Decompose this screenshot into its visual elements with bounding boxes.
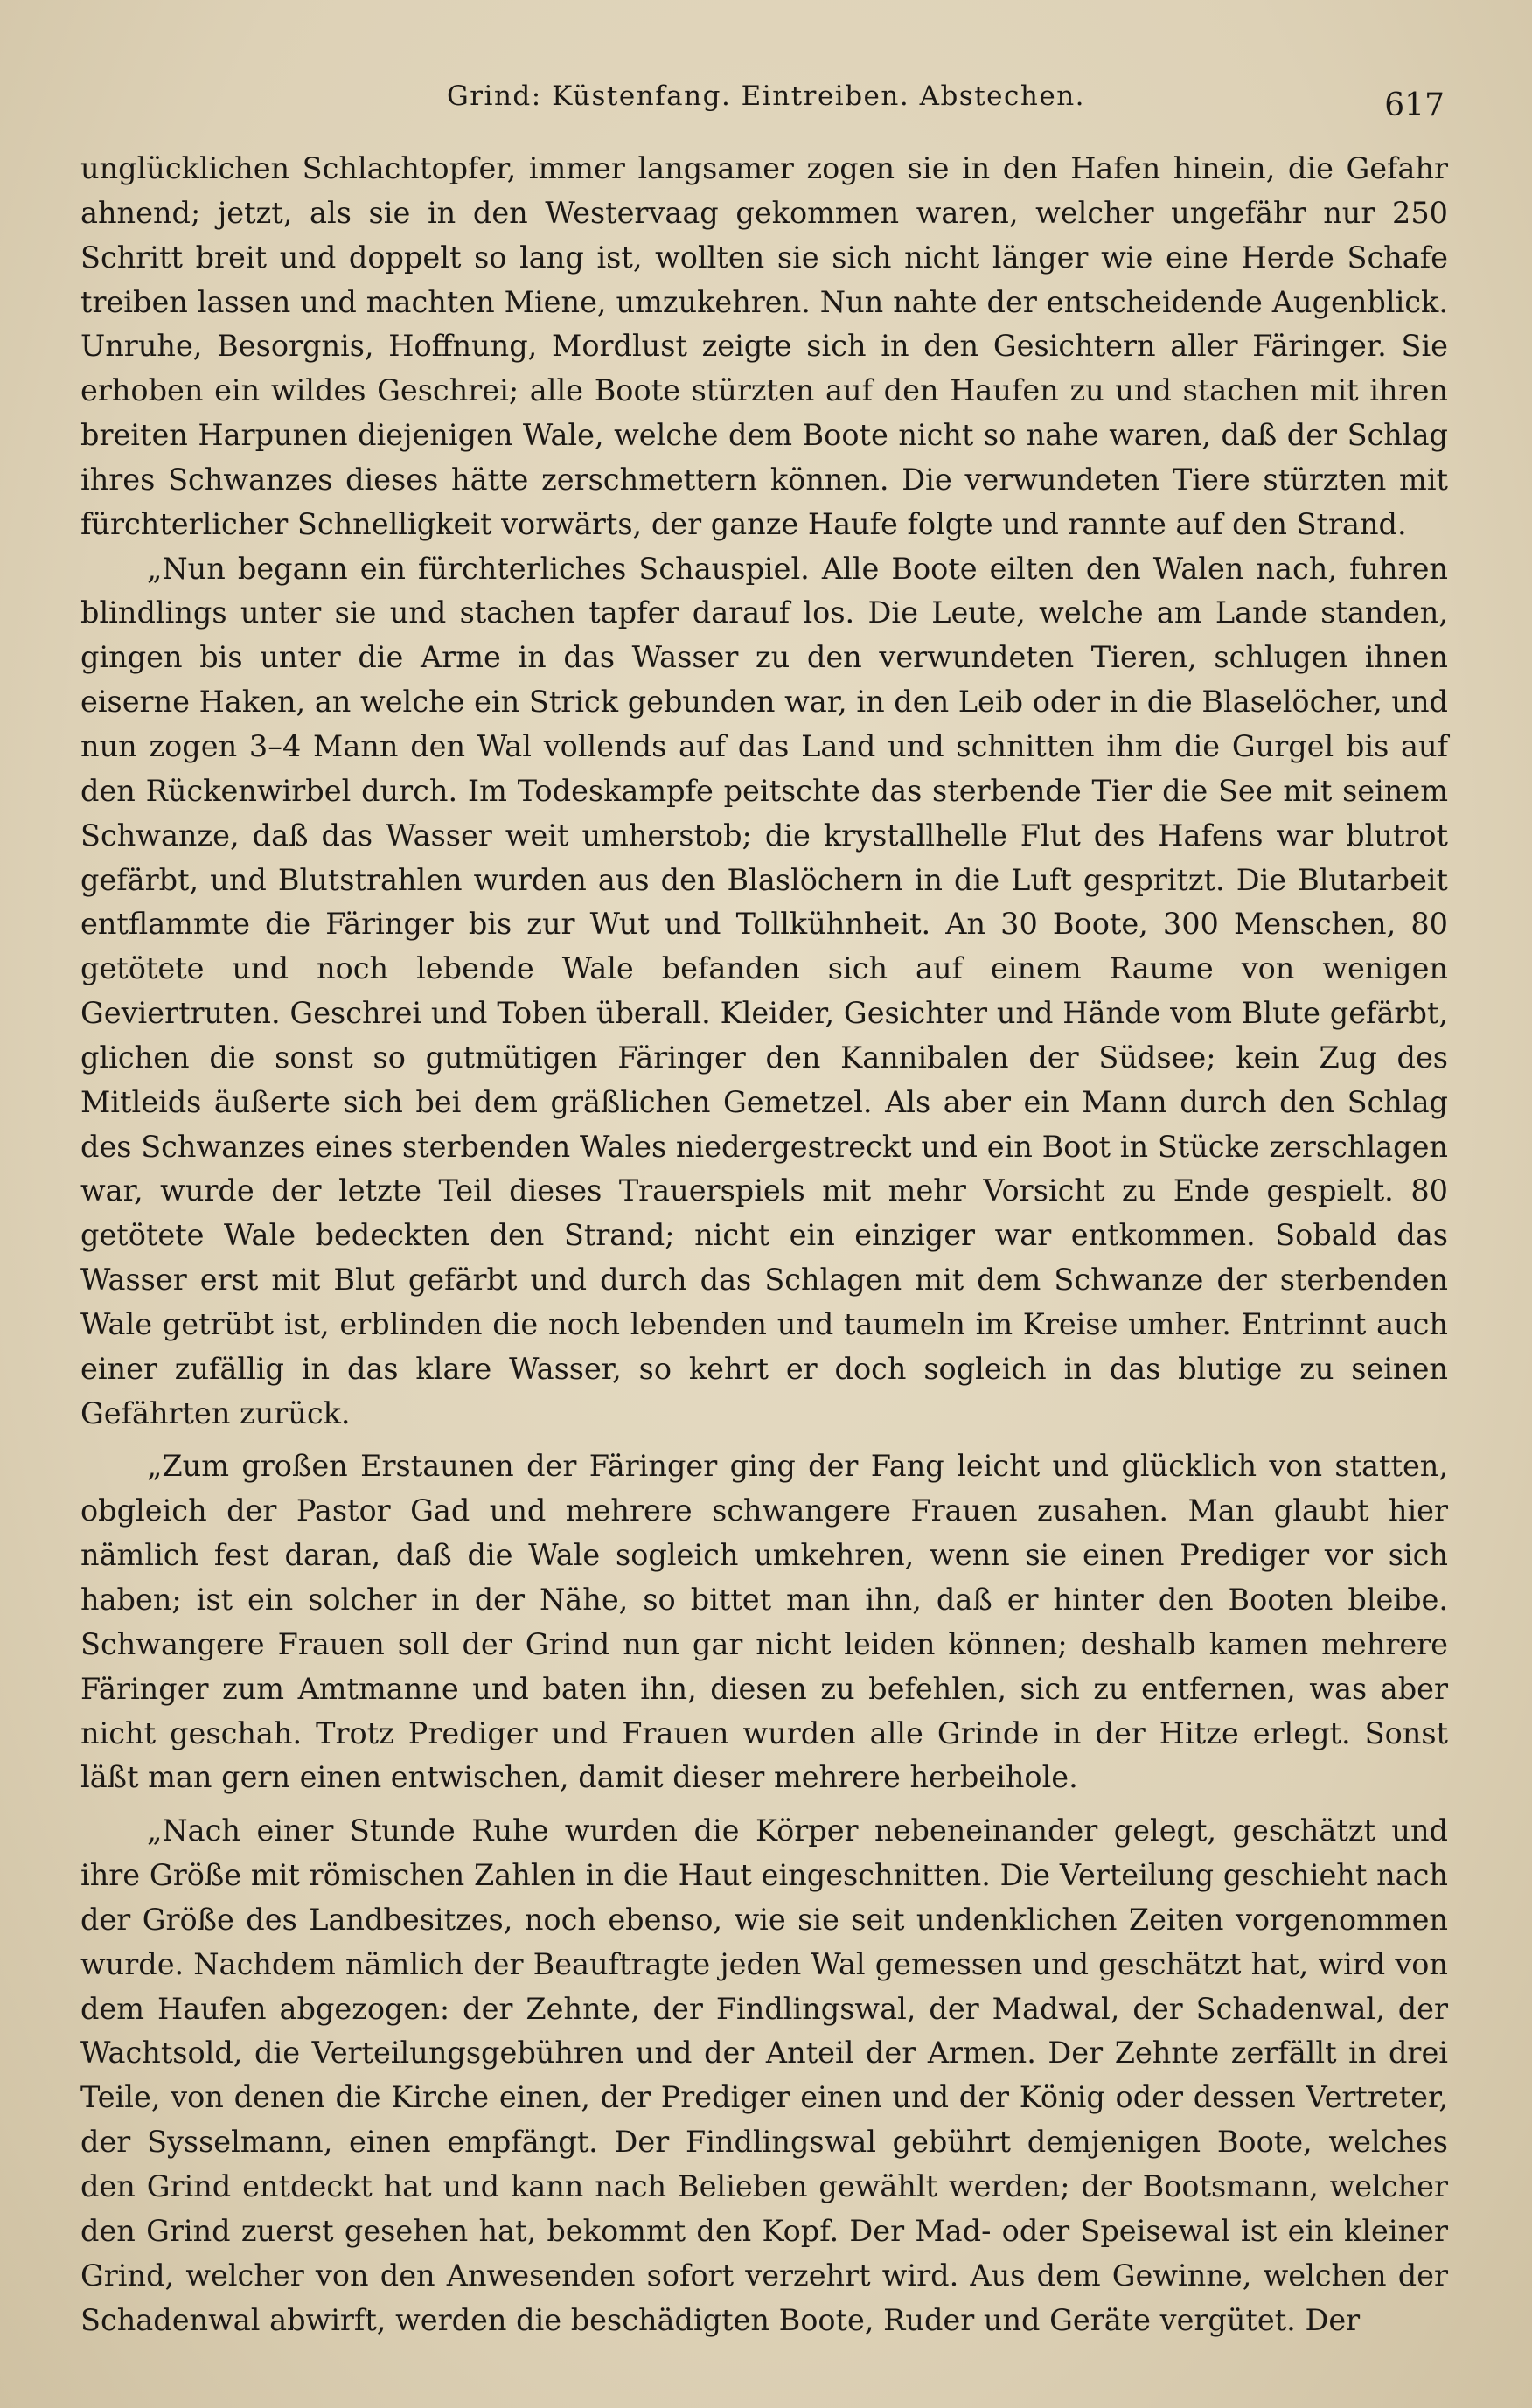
paragraph-3: „Zum großen Erstaunen der Färinger ging der Fang leicht und glücklich von statten, obgleich der Pastor Gad und mehrere schwangere Frauen zusahen. Man glaubt hier nämlich fest daran, daß die Wale sogleich umkehren, wenn sie einen Prediger vor sich haben; ist ein solcher in der Nähe, so bittet man ihn, daß er hinter den Booten bleibe. Schwangere Frauen soll der Grind nun gar nicht leiden können; deshalb kamen mehrere Färinger zum Amtmanne und baten ihn, diesen zu befehlen, sich zu entfernen, was aber nicht geschah. Trotz Prediger und Frauen wurden alle Grinde in der Hitze erlegt. Sonst läßt man gern einen entwischen, damit dieser mehrere herbeihole. <box>80 1449 1448 1795</box>
paragraph-4: „Nach einer Stunde Ruhe wurden die Körper nebeneinander gelegt, geschätzt und ihre Größe mit römischen Zahlen in die Haut eingeschnitten. Die Verteilung geschieht nach der Größe des Landbesitzes, noch ebenso, wie sie seit undenklichen Zeiten vorgenommen wurde. Nachdem nämlich der Beauftragte jeden Wal gemessen und geschätzt hat, wird von dem Haufen abgezogen: der Zehnte, der Findlingswal, der Madwal, der Schadenwal, der Wachtsold, die Verteilungsgebühren und der Anteil der Armen. Der Zehnte zerfällt in drei Teile, von denen die Kirche einen, der Prediger einen und der König oder dessen Vertreter, der Sysselmann, einen empfängt. Der Findlingswal gebührt demjenigen Boote, welches den Grind entdeckt hat und kann nach Belieben gewählt werden; der Bootsmann, welcher den Grind zuerst gesehen hat, bekommt den Kopf. Der Mad- oder Speisewal ist ein kleiner Grind, welcher von den Anwesenden sofort verzehrt wird. Aus dem Gewinne, welchen der Schadenwal abwirft, werden die beschädigten Boote, Ruder und Geräte vergütet. Der <box>80 1813 1448 2337</box>
paragraph-1: unglücklichen Schlachtopfer, immer langsamer zogen sie in den Hafen hinein, die Gefahr ahnend; jetzt, als sie in den Westervaag gekommen waren, welcher ungefähr nur 250 Schritt breit und doppelt so lang ist, wollten sie sich nicht länger wie eine Herde Schafe treiben lassen und machten Miene, umzukehren. Nun nahte der entscheidende Augenblick. Unruhe, Besorgnis, Hoffnung, Mordlust zeigte sich in den Gesichtern aller Färinger. Sie erhoben ein wildes Geschrei; alle Boote stürzten auf den Haufen zu und stachen mit ihren breiten Harpunen diejenigen Wale, welche dem Boote nicht so nahe waren, daß der Schlag ihres Schwanzes dieses hätte zerschmettern können. Die verwundeten Tiere stürzten mit fürchterlicher Schnelligkeit vorwärts, der ganze Haufe folgte und rannte auf den Strand. <box>80 151 1448 541</box>
body-text <box>80 147 1448 2342</box>
paragraph-2: „Nun begann ein fürchterliches Schauspiel. Alle Boote eilten den Walen nach, fuhren blindlings unter sie und stachen tapfer darauf los. Die Leute, welche am Lande standen, gingen bis unter die Arme in das Wasser zu den verwundeten Tieren, schlugen ihnen eiserne Haken, an welche ein Strick gebunden war, in den Leib oder in die Blaselöcher, und nun zogen 3–4 Mann den Wal vollends auf das Land und schnitten ihm die Gurgel bis auf den Rückenwirbel durch. Im Todeskampfe peitschte das sterbende Tier die See mit seinem Schwanze, daß das Wasser weit umherstob; die krystallhelle Flut des Hafens war blutrot gefärbt, und Blutstrahlen wurden aus den Blaslöchern in die Luft gespritzt. Die Blutarbeit entflammte die Färinger bis zur Wut und Tollkühnheit. An 30 Boote, 300 Menschen, 80 getötete und noch lebende Wale befanden sich auf einem Raume von wenigen Geviertruten. Geschrei und Toben überall. Kleider, Gesichter und Hände vom Blute gefärbt, glichen die sonst so gutmütigen Färinger den Kannibalen der Südsee; kein Zug des Mitleids äußerte sich bei dem gräßlichen Gemetzel. Als aber ein Mann durch den Schlag des Schwanzes eines sterbenden Wales niedergestreckt und ein Boot in Stücke zerschlagen war, wurde der letzte Teil dieses Trauerspiels mit mehr Vorsicht zu Ende gespielt. 80 getötete Wale bedeckten den Strand; nicht ein einziger war entkommen. Sobald das Wasser erst mit Blut gefärbt und durch das Schlagen mit dem Schwanze der sterbenden Wale getrübt ist, erblinden die noch lebenden und taumeln im Kreise umher. Entrinnt auch einer zufällig in das klare Wasser, so kehrt er doch sogleich in das blutige zu seinen Gefährten zurück. <box>80 551 1448 1430</box>
page-number: 617 <box>1384 87 1445 123</box>
running-title: Grind: Küstenfang. Eintreiben. Abstechen. <box>446 80 1086 112</box>
